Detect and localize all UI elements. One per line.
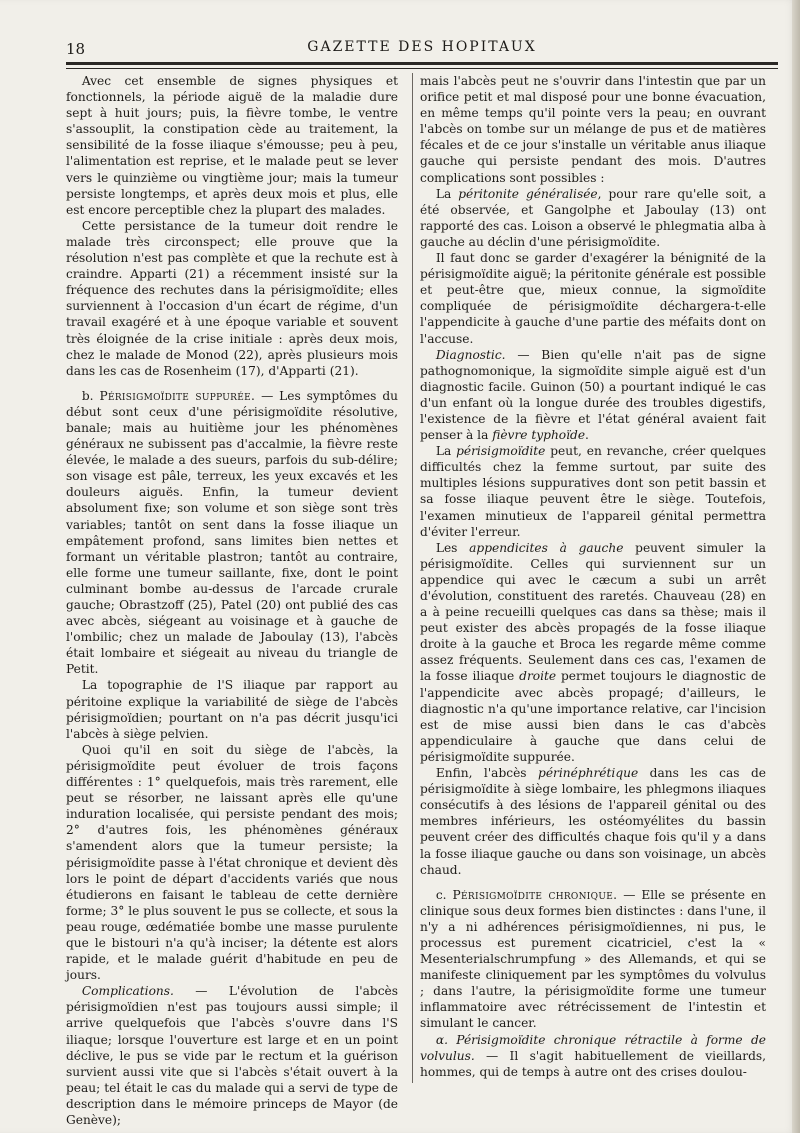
paragraph-text: mais l'abcès peut ne s'ouvrir dans l'intestin que par un orifice petit et mal disposé pour une bonne évacuation, en même temps qu'il pointe vers la peau; en ouvrant l'abcès on tombe sur un mélange de pus et de matières fécales et de ce jour s'installe un véritable anus iliaque gauche qui persiste pendant des mois. D'autres complications sont possibles : bbox=[420, 74, 766, 185]
section-heading: Périsigmoïdite chronique. bbox=[452, 887, 618, 902]
section-letter: b. bbox=[81, 388, 100, 403]
paragraph bbox=[420, 887, 766, 1032]
paragraph-text: — Il s'agit habituellement de vieillards, hommes, qui de temps à autre ont des crises doulou- bbox=[420, 1048, 766, 1079]
paragraph bbox=[66, 73, 398, 218]
paragraph-text: Les bbox=[435, 540, 470, 555]
header-rule-thick bbox=[66, 62, 778, 65]
paragraph-text: La bbox=[435, 186, 459, 201]
section-heading: Périsigmoïdite suppurée. bbox=[99, 388, 256, 403]
paragraph-text: — Bien qu'elle n'ait pas de signe pathognomonique, la sigmoïdite simple aiguë est d'un diagnostic facile. Guinon (50) a pourtant indiqué le cas d'un enfant où la longue durée des troubles digestifs, l'existence de la fièvre et l'état général avaient fait penser à la bbox=[420, 347, 766, 443]
page-header bbox=[66, 38, 778, 62]
paragraph-text: . bbox=[585, 428, 589, 443]
italic-term: péritonite généralisée bbox=[458, 186, 598, 201]
right-column bbox=[420, 73, 766, 1080]
header-rule-thin bbox=[66, 68, 778, 69]
page-edge-shadow bbox=[792, 0, 800, 1133]
paragraph bbox=[66, 218, 398, 379]
paragraph-text: dans les cas de périsigmoïdite à siège lombaire, les phlegmons iliaques consécutifs à des lésions de l'appareil génital ou des membres inférieurs, les ostéomyélites du bassin peuvent créer des difficultés chaque fois qu'il y a dans la fosse iliaque gauche ou dans son voisinage, un abcès chaud. bbox=[420, 766, 766, 877]
paragraph-text: Avec cet ensemble de signes physiques et fonctionnels, la période aiguë de la maladie dure sept à huit jours; puis, la fièvre tombe, le ventre s'assouplit, la constipation cède au traitement, la sensibilité de la fosse iliaque s'émousse; peu à peu, l'alimentation est reprise, et le malade peut se lever vers le quinzième ou vingtième jour; mais la tumeur persiste longtemps, et après deux mois et plus, elle est encore perceptible chez la plupart des malades. bbox=[66, 74, 398, 217]
italic-term: fièvre typhoïde bbox=[492, 428, 586, 443]
subheading: Diagnostic. bbox=[435, 347, 506, 362]
paragraph-text: Cette persistance de la tumeur doit rendre le malade très circonspect; elle prouve que la résolution n'est pas complète et que la rechute est à craindre. Apparti (21) a récemment insisté sur la fréquence des rechutes dans la périsigmoïdite; elles surviennent à l'occasion d'un écart de régime, d'un travail exagéré et à une époque variable et souvent très éloignée de la crise initiale : après deux mois, chez le malade de Monod (22), après plusieurs mois dans les cas de Rosenheim (17), d'Apparti (21). bbox=[66, 218, 398, 378]
paragraph bbox=[66, 983, 398, 1128]
paragraph-text: peut, en revanche, créer quelques difficultés chez la femme surtout, par suite des multiples lésions suppuratives dont son petit bassin et sa fosse iliaque peuvent être le siège. Toutefois, l'examen minutieux de l'appareil génital permettra d'éviter l'erreur. bbox=[420, 444, 767, 539]
subheading: α. Périsigmoïdite chronique rétractile à forme de volvulus. bbox=[420, 1032, 766, 1063]
paragraph bbox=[420, 250, 766, 347]
paragraph-text: — Les symptômes du début sont ceux d'une périsigmoïdite résolutive, banale; mais au huitième jour les phénomènes généraux ne subissent pas d'accalmie, la fièvre reste élevée, le malade a des sueurs, parfois du sub-délire; son visage est pâle, terreux, les yeux excavés et les douleurs aiguës. Enfin, la tumeur devient absolument fixe; son volume et son siège sont très variables; tantôt on sent dans la fosse iliaque un empâtement profond, sans limites bien nettes et formant un véritable plastron; tantôt au contraire, elle forme une tumeur saillante, fixe, dont le point culminant bombe au-dessus de l'arcade crurale gauche; Obrastzoff (25), Patel (20) ont publié des cas avec abcès, siégeant au voisinage et à gauche de l'ombilic; chez un malade de Jaboulay (13), l'abcès était lombaire et siégeait au niveau du triangle de Petit. bbox=[66, 388, 398, 677]
paragraph-text: — Elle se présente en clinique sous deux formes bien distinctes : dans l'une, il n'y a ni adhérences périsigmoïdiennes, ni pus, le processus est purement cicatriciel, c'est la « Mesenterialschrumpfung » des Allemands, et qui se manifeste cliniquement par les symptômes du volvulus ; dans l'autre, la périsigmoïdite forme une tumeur inflammatoire avec rétrécissement de l'intestin et simulant le cancer. bbox=[420, 887, 767, 1031]
paragraph-text: Quoi qu'il en soit du siège de l'abcès, la périsigmoïdite peut évoluer de trois façons différentes : 1° quelquefois, mais très rarement, elle peut se résorber, ne laissant après elle qu'une induration localisée, qui persiste pendant des mois; 2° d'autres fois, les phénomènes généraux s'amendent alors que la tumeur persiste; la périsigmoïdite passe à l'état chronique et devient dès lors le point de départ d'accidents variés que nous étudierons en faisant le tableau de cette dernière forme; 3° le plus souvent le pus se collecte, et sous la peau rouge, œdématiée bombe une masse purulente que le bistouri n'a qu'à inciser; la détente est alors rapide, et le malade guérit d'habitude en peu de jours. bbox=[66, 742, 398, 983]
running-title: GAZETTE DES HOPITAUX bbox=[307, 39, 537, 55]
paragraph bbox=[420, 186, 766, 250]
italic-term: périnéphrétique bbox=[538, 766, 639, 781]
paragraph bbox=[420, 765, 766, 878]
column-divider bbox=[412, 73, 413, 1083]
paragraph bbox=[420, 73, 766, 186]
paragraph-text: peuvent simuler la périsigmoïdite. Celles qui surviennent sur un appendice qui avec le cæcum a subi un arrêt d'évolution, constituent des raretés. Chauveau (28) en a à peine recueilli quelques cas dans sa thèse; mais il peut exister des abcès propagés de la fosse iliaque droite à la gauche et Broca les regarde même comme assez fréquents. Seulement dans ces cas, l'examen de la fosse iliaque bbox=[420, 540, 766, 684]
paragraph bbox=[420, 443, 766, 540]
paragraph-text: — L'évolution de l'abcès périsigmoïdien n'est pas toujours aussi simple; il arrive quelquefois que l'abcès s'ouvre dans l'S iliaque; lorsque l'ouverture est large et en un point déclive, le pus se vide par le rectum et la guérison survient aussi vite que si l'abcès s'était ouvert à la peau; tel était le cas du malade qui a servi de type de description dans le mémoire princeps de Mayor (de Genève); bbox=[66, 984, 398, 1127]
subheading: Complications. bbox=[81, 984, 174, 999]
paragraph-text: La bbox=[435, 444, 457, 459]
italic-term: périsigmoïdite bbox=[456, 444, 546, 459]
paragraph-text: permet toujours le diagnostic de l'appendicite avec abcès propagé; d'ailleurs, le diagnostic n'a qu'une importance relative, car l'incision est de mise aussi bien dans le cas d'abcès appendiculaire à gauche que dans celui de périsigmoïdite suppurée. bbox=[420, 669, 766, 764]
section-letter: c. bbox=[435, 887, 453, 902]
paragraph bbox=[66, 677, 398, 741]
paragraph-text: Enfin, l'abcès bbox=[435, 766, 539, 781]
paragraph-text: Il faut donc se garder d'exagérer la bénignité de la périsigmoïdite aiguë; la péritonite générale est possible et peut-être que, mieux connue, la sigmoïdite compliquée de périsigmoïdite déchargera-t-elle l'appendicite à gauche d'une partie des méfaits dont on l'accuse. bbox=[420, 251, 766, 346]
paragraph bbox=[66, 388, 398, 678]
italic-term: appendicites à gauche bbox=[469, 540, 624, 555]
paragraph bbox=[420, 540, 766, 765]
paragraph-text: , pour rare qu'elle soit, a été observée, et Gangolphe et Jaboulay (13) ont rapporté des cas. Loison a observé le phlegmatia alba à gauche au déclin d'une périsigmoïdite. bbox=[420, 186, 766, 249]
paragraph bbox=[420, 1032, 766, 1080]
paragraph bbox=[420, 347, 766, 444]
paragraph-text: La topographie de l'S iliaque par rapport au péritoine explique la variabilité de siège de l'abcès périsigmoïdien; pourtant on n'a pas décrit jusqu'ici l'abcès à siège pelvien. bbox=[66, 678, 398, 741]
italic-term: droite bbox=[519, 669, 557, 684]
left-column bbox=[66, 73, 398, 1128]
page-number: 18 bbox=[66, 40, 86, 58]
paragraph bbox=[66, 742, 398, 983]
